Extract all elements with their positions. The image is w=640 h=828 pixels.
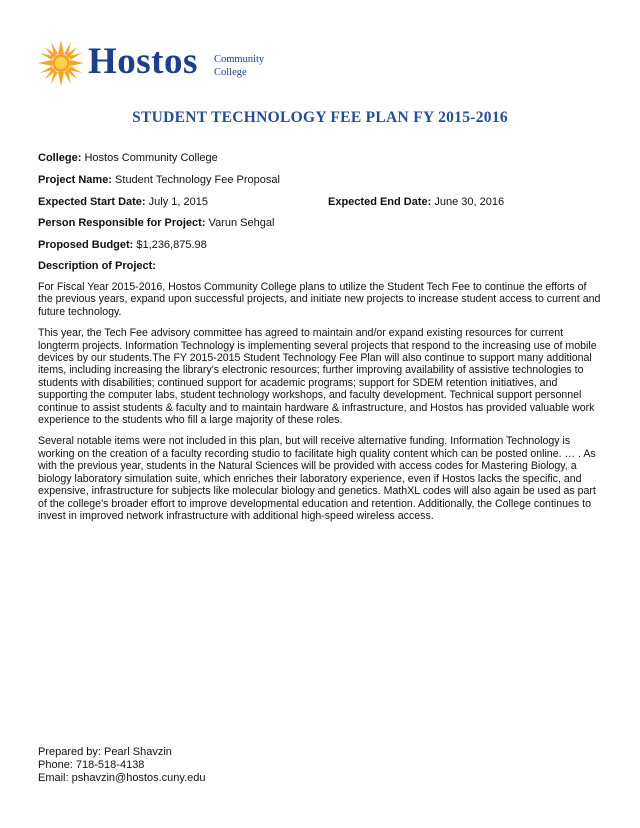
person-responsible-field: [38, 216, 274, 230]
contact-footer: [38, 746, 206, 785]
college-value: Hostos Community College: [84, 152, 218, 164]
logo-wordmark: Hostos: [88, 41, 198, 82]
logo-subline-community: Community: [214, 54, 265, 65]
project-name-value: Student Technology Fee Proposal: [115, 174, 280, 186]
prepared-by: Prepared by: Pearl Shavzin: [38, 746, 172, 758]
hostos-logo: [36, 38, 276, 90]
person-responsible-value: Varun Sehgal: [208, 217, 275, 229]
contact-phone: Phone: 718-518-4138: [38, 759, 145, 771]
budget-field: [38, 238, 207, 252]
college-label: College:: [38, 152, 82, 164]
start-date-value: July 1, 2015: [148, 196, 208, 208]
description-paragraph-1: For Fiscal Year 2015-2016, Hostos Community College plans to utilize the Student Tech Fee to continue the efforts of the previous years, expand upon successful projects, and initiate new projects to increase student access to current and future technology.: [38, 281, 601, 318]
end-date-field: [328, 195, 504, 209]
description-paragraph-3: Several notable items were not included in this plan, but will receive alternative funding. Information Technology is working on the creation of a faculty recording studio to facilitate high quality content which can be posted online. … . As with the previous year, students in the Natural Sciences will be provided with access codes for Mastering Biology, a biology laboratory simulation suite, which enriches their laboratory experience, even if Hostos lacks the specific, and expensive, infrastructure for subjects like molecular biology and genetics. MathXL codes will also again be used as part of the college’s broader effort to improve developmental education and retention. Additionally, the College continues to invest in improved network infrastructure with additional high-speed wireless access.: [38, 435, 596, 522]
start-date-label: Expected Start Date:: [38, 196, 146, 208]
start-date-field: [38, 195, 208, 209]
description-paragraph-2: This year, the Tech Fee advisory committee has agreed to maintain and/or expand existing resources for current longterm projects. Information Technology is implementing several projects that respond to the increasing use of mobile devices by our students.The FY 2015-2015 Student Technology Fee Plan will also continue to support many additional items, including increasing the library's electronic resources; further improving availability of assistive technologies to students with disabilities; continued support for academic programs; support for SDEM retention initiatives, and supporting the computer labs, student technology workshops, and faculty development. Technical support personnel continue to assist students & faculty and to maintain hardware & infrastructure, and Hostos has provided valuable work experience to the students who fill a large majority of these roles.: [38, 327, 597, 427]
description-heading: [38, 259, 156, 273]
person-responsible-label: Person Responsible for Project:: [38, 217, 206, 229]
description-body: [38, 281, 604, 531]
description-label: Description of Project:: [38, 260, 156, 272]
budget-value: $1,236,875.98: [136, 239, 207, 251]
end-date-value: June 30, 2016: [434, 196, 505, 208]
page-title: STUDENT TECHNOLOGY FEE PLAN FY 2015-2016: [132, 109, 508, 126]
sun-icon: [36, 38, 86, 88]
project-name-label: Project Name:: [38, 174, 112, 186]
contact-email: Email: pshavzin@hostos.cuny.edu: [38, 772, 206, 784]
end-date-label: Expected End Date:: [328, 196, 432, 208]
college-field: [38, 151, 218, 165]
project-name-field: [38, 173, 280, 187]
logo-subline-college: College: [214, 67, 247, 78]
budget-label: Proposed Budget:: [38, 239, 134, 251]
